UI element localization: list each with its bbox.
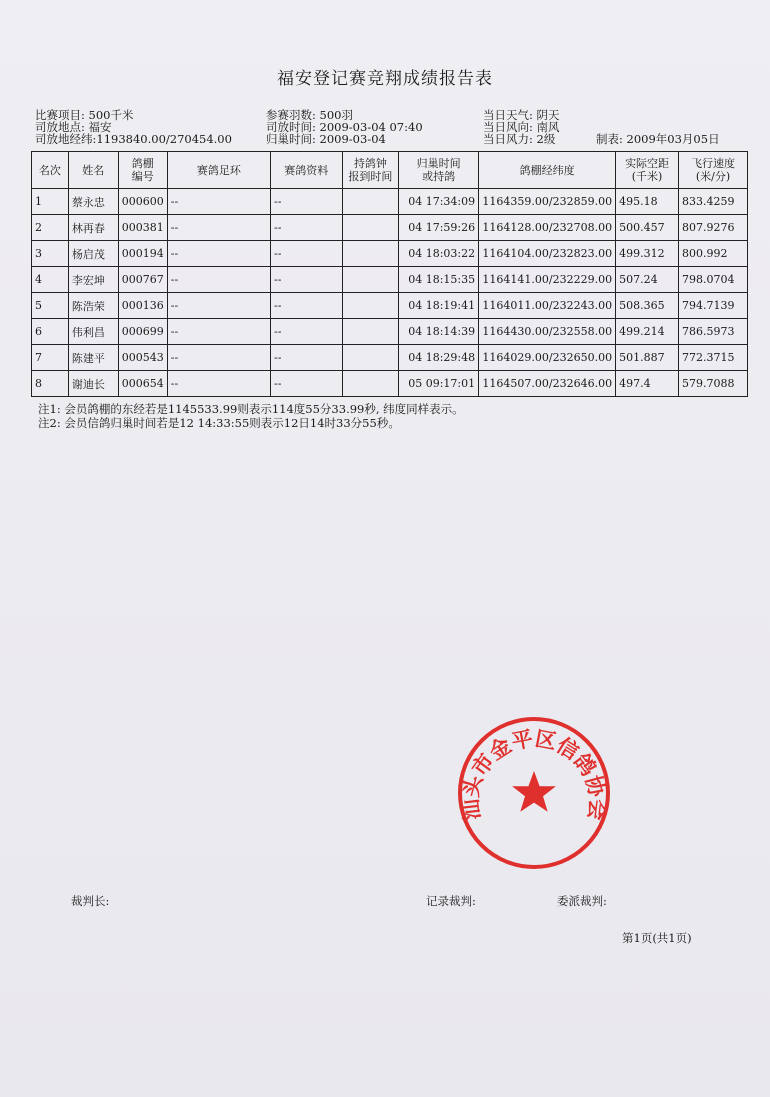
clock-time-cell (342, 319, 399, 345)
return-time-cell: 04 18:03:22 (399, 241, 479, 267)
loft-id-cell: 000543 (118, 345, 167, 371)
table-row (32, 319, 748, 345)
table-header-row (32, 152, 748, 189)
ring-cell: -- (167, 345, 270, 371)
clock-time-cell (342, 293, 399, 319)
col-coords: 鸽棚经纬度 (479, 152, 616, 189)
name-cell: 李宏坤 (68, 267, 118, 293)
rank-cell: 1 (32, 189, 69, 215)
name-cell: 杨启茂 (68, 241, 118, 267)
clock-time-cell (342, 267, 399, 293)
table-row (32, 371, 748, 397)
made-date: 制表: 2009年03月05日 (596, 132, 720, 146)
coords-cell: 1164104.00/232823.00 (479, 241, 616, 267)
name-cell: 陈建平 (68, 345, 118, 371)
page-number: 第1页(共1页) (622, 931, 692, 945)
footnotes (38, 402, 464, 430)
loft-id-cell: 000600 (118, 189, 167, 215)
assigned-judge-label: 委派裁判: (557, 894, 607, 908)
speed-cell: 786.5973 (679, 319, 748, 345)
info-cell: -- (271, 319, 343, 345)
coords-cell: 1164507.00/232646.00 (479, 371, 616, 397)
distance-cell: 508.365 (616, 293, 679, 319)
seal-star-icon (512, 771, 556, 812)
name-cell: 伟利昌 (68, 319, 118, 345)
ring-cell: -- (167, 267, 270, 293)
results-table (31, 151, 748, 397)
info-cell: -- (271, 371, 343, 397)
return-time-cell: 04 17:59:26 (399, 215, 479, 241)
ring-cell: -- (167, 293, 270, 319)
release-coords: 司放地经纬:1193840.00/270454.00 (35, 132, 232, 146)
distance-cell: 499.312 (616, 241, 679, 267)
race-item: 比赛项目: 500千米 (35, 108, 134, 122)
clock-time-cell (342, 241, 399, 267)
weather: 当日天气: 阴天 (483, 108, 560, 122)
seal-text: 汕头市金平区信鸽协会 (458, 726, 610, 822)
footnote-2: 注2: 会员信鸽归巢时间若是12 14:33:55则表示12日14时33分55秒。 (38, 416, 400, 430)
return-time-cell: 04 18:14:39 (399, 319, 479, 345)
rank-cell: 8 (32, 371, 69, 397)
loft-id-cell: 000767 (118, 267, 167, 293)
speed-cell: 772.3715 (679, 345, 748, 371)
name-cell: 蔡永忠 (68, 189, 118, 215)
info-cell: -- (271, 215, 343, 241)
table-row (32, 293, 748, 319)
entries-count: 参赛羽数: 500羽 (266, 108, 353, 122)
loft-id-cell: 000381 (118, 215, 167, 241)
rank-cell: 3 (32, 241, 69, 267)
footnote-1: 注1: 会员鸽棚的东经若是1145533.99则表示114度55分33.99秒, 纬度同样表示。 (38, 402, 464, 416)
name-cell: 陈浩荣 (68, 293, 118, 319)
ring-cell: -- (167, 189, 270, 215)
speed-cell: 798.0704 (679, 267, 748, 293)
col-loft-id: 鸽棚 编号 (118, 152, 167, 189)
col-info: 赛鸽资料 (271, 152, 343, 189)
loft-id-cell: 000699 (118, 319, 167, 345)
coords-cell: 1164141.00/232229.00 (479, 267, 616, 293)
distance-cell: 497.4 (616, 371, 679, 397)
record-judge-label: 记录裁判: (426, 894, 476, 908)
name-cell: 林再春 (68, 215, 118, 241)
return-time-cell: 04 18:29:48 (399, 345, 479, 371)
ring-cell: -- (167, 241, 270, 267)
coords-cell: 1164430.00/232558.00 (479, 319, 616, 345)
ring-cell: -- (167, 319, 270, 345)
info-cell: -- (271, 241, 343, 267)
coords-cell: 1164011.00/232243.00 (479, 293, 616, 319)
distance-cell: 501.887 (616, 345, 679, 371)
wind-force: 当日风力: 2级 (483, 132, 556, 146)
distance-cell: 499.214 (616, 319, 679, 345)
col-distance: 实际空距 (千米) (616, 152, 679, 189)
name-cell: 谢迪长 (68, 371, 118, 397)
distance-cell: 500.457 (616, 215, 679, 241)
release-time: 司放时间: 2009-03-04 07:40 (266, 120, 423, 134)
loft-id-cell: 000136 (118, 293, 167, 319)
clock-time-cell (342, 189, 399, 215)
release-site: 司放地点: 福安 (35, 120, 112, 134)
loft-id-cell: 000194 (118, 241, 167, 267)
table-row (32, 215, 748, 241)
ring-cell: -- (167, 371, 270, 397)
return-time: 归巢时间: 2009-03-04 (266, 132, 386, 146)
rank-cell: 6 (32, 319, 69, 345)
table-row (32, 345, 748, 371)
coords-cell: 1164029.00/232650.00 (479, 345, 616, 371)
col-speed: 飞行速度 (米/分) (679, 152, 748, 189)
page-title: 福安登记赛竞翔成绩报告表 (277, 69, 493, 89)
info-cell: -- (271, 293, 343, 319)
wind-direction: 当日风向: 南风 (483, 120, 560, 134)
association-seal (457, 716, 611, 870)
info-cell: -- (271, 267, 343, 293)
col-rank: 名次 (32, 152, 69, 189)
distance-cell: 507.24 (616, 267, 679, 293)
clock-time-cell (342, 345, 399, 371)
rank-cell: 4 (32, 267, 69, 293)
loft-id-cell: 000654 (118, 371, 167, 397)
table-row (32, 241, 748, 267)
col-name: 姓名 (68, 152, 118, 189)
speed-cell: 807.9276 (679, 215, 748, 241)
speed-cell: 579.7088 (679, 371, 748, 397)
chief-judge-label: 裁判长: (71, 894, 110, 908)
col-return-time: 归巢时间 或持鸽 (399, 152, 479, 189)
return-time-cell: 05 09:17:01 (399, 371, 479, 397)
rank-cell: 5 (32, 293, 69, 319)
return-time-cell: 04 18:19:41 (399, 293, 479, 319)
ring-cell: -- (167, 215, 270, 241)
return-time-cell: 04 18:15:35 (399, 267, 479, 293)
speed-cell: 794.7139 (679, 293, 748, 319)
clock-time-cell (342, 215, 399, 241)
table-row (32, 189, 748, 215)
rank-cell: 7 (32, 345, 69, 371)
coords-cell: 1164359.00/232859.00 (479, 189, 616, 215)
col-clock-time: 持鸽钟 报到时间 (342, 152, 399, 189)
table-row (32, 267, 748, 293)
rank-cell: 2 (32, 215, 69, 241)
clock-time-cell (342, 371, 399, 397)
info-cell: -- (271, 345, 343, 371)
speed-cell: 800.992 (679, 241, 748, 267)
distance-cell: 495.18 (616, 189, 679, 215)
speed-cell: 833.4259 (679, 189, 748, 215)
col-ring: 赛鸽足环 (167, 152, 270, 189)
coords-cell: 1164128.00/232708.00 (479, 215, 616, 241)
info-cell: -- (271, 189, 343, 215)
return-time-cell: 04 17:34:09 (399, 189, 479, 215)
